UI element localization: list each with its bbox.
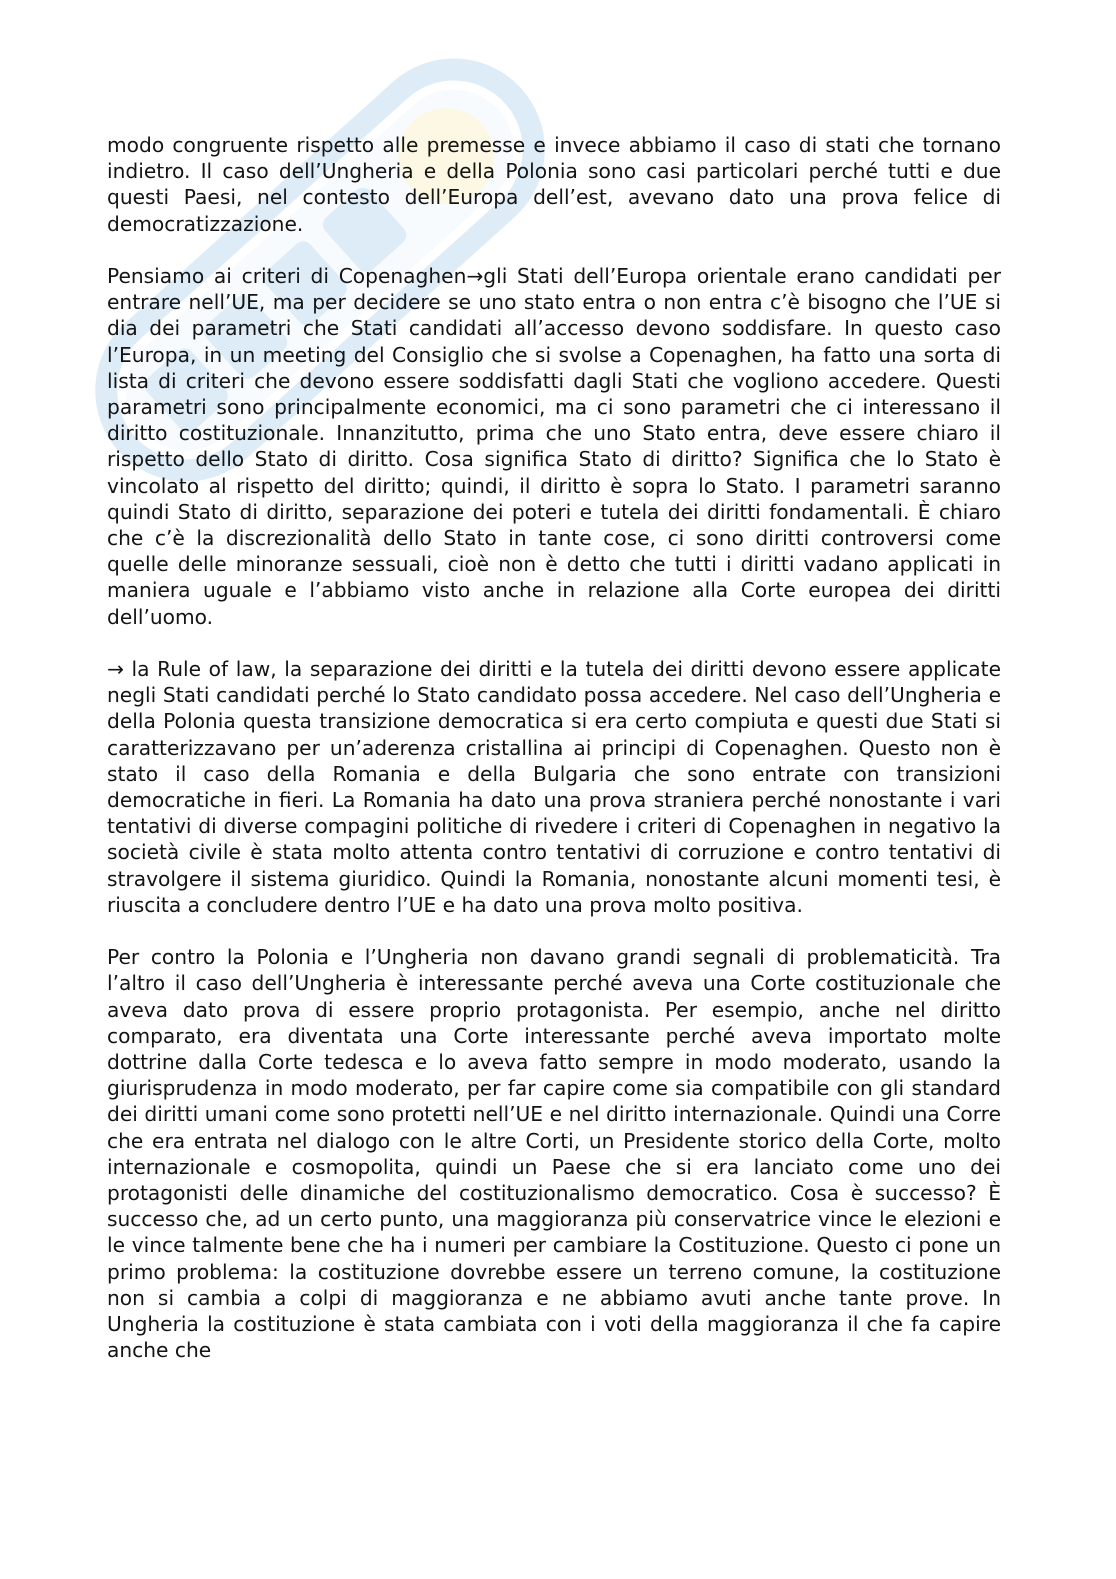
paragraph: → la Rule of law, la separazione dei diritti e la tutela dei diritti devono essere applicate negli Stati candidati perché lo Stato candidato possa accedere. Nel caso dell’Ungheria e della Polonia questa transizione democratica si era certo compiuta e questi due Stati si caratterizzavano per un’aderenza cristallina ai principi di Copenaghen. Questo non è stato il caso della Romania e della Bulgaria che sono entrate con transizioni democratiche in fieri. La Romania ha dato una prova straniera perché nonostante i vari tentativi di diverse compagini politiche di rivedere i criteri di Copenaghen in negativo la società civile è stata molto attenta contro tentativi di corruzione e contro tentativi di stravolgere il sistema giuridico. Quindi la Romania, nonostante alcuni momenti tesi, è riuscita a concludere dentro l’UE e ha dato una prova molto positiva. [107,657,1001,917]
paragraph: modo congruente rispetto alle premesse e invece abbiamo il caso di stati che tornano indietro. Il caso dell’Ungheria e della Polonia sono casi particolari perché tutti e due questi Paesi, nel contesto dell’Europa dell’est, avevano dato una prova felice di democratizzazione. [107,133,1001,236]
paragraph: Pensiamo ai criteri di Copenaghen→gli Stati dell’Europa orientale erano candidati per entrare nell’UE, ma per decidere se uno stato entra o non entra c’è bisogno che l’UE si dia dei parametri che Stati candidati all’accesso devono soddisfare. In questo caso l’Europa, in un meeting del Consiglio che si svolse a Copenaghen, ha fatto una sorta di lista di criteri che devono essere soddisfatti dagli Stati che vogliono accedere. Questi parametri sono principalmente economici, ma ci sono parametri che ci interessano il diritto costituzionale. Innanzitutto, prima che uno Stato entra, deve essere chiaro il rispetto dello Stato di diritto. Cosa significa Stato di diritto? Significa che lo Stato è vincolato al rispetto del diritto; quindi, il diritto è sopra lo Stato. I parametri saranno quindi Stato di diritto, separazione dei poteri e tutela dei diritti fondamentali. È chiaro che c’è la discrezionalità dello Stato in tante cose, ci sono diritti controversi come quelle delle minoranze sessuali, cioè non è detto che tutti i diritti vadano applicati in maniera uguale e l’abbiamo visto anche in relazione alla Corte europea dei diritti dell’uomo. [107,264,1001,629]
paragraph: Per contro la Polonia e l’Ungheria non davano grandi segnali di problematicità. Tra l’altro il caso dell’Ungheria è interessante perché aveva una Corte costituzionale che aveva dato prova di essere proprio protagonista. Per esempio, anche nel diritto comparato, era diventata una Corte interessante perché aveva importato molte dottrine dalla Corte tedesca e lo aveva fatto sempre in modo moderato, usando la giurisprudenza in modo moderato, per far capire come sia compatibile con gli standard dei diritti umani come sono protetti nell’UE e nel diritto internazionale. Quindi una Corre che era entrata nel dialogo con le altre Corti, un Presidente storico della Corte, molto internazionale e cosmopolita, quindi un Paese che si era lanciato come uno dei protagonisti delle dinamiche del costituzionalismo democratico. Cosa è successo? È successo che, ad un certo punto, una maggioranza più conservatrice vince le elezioni e le vince talmente bene che ha i numeri per cambiare la Costituzione. Questo ci pone un primo problema: la costituzione dovrebbe essere un terreno comune, la costituzione non si cambia a colpi di maggioranza e ne abbiamo avuti anche tante prove. In Ungheria la costituzione è stata cambiata con i voti della maggioranza il che fa capire anche che [107,945,1001,1363]
document-body [107,132,1001,1364]
